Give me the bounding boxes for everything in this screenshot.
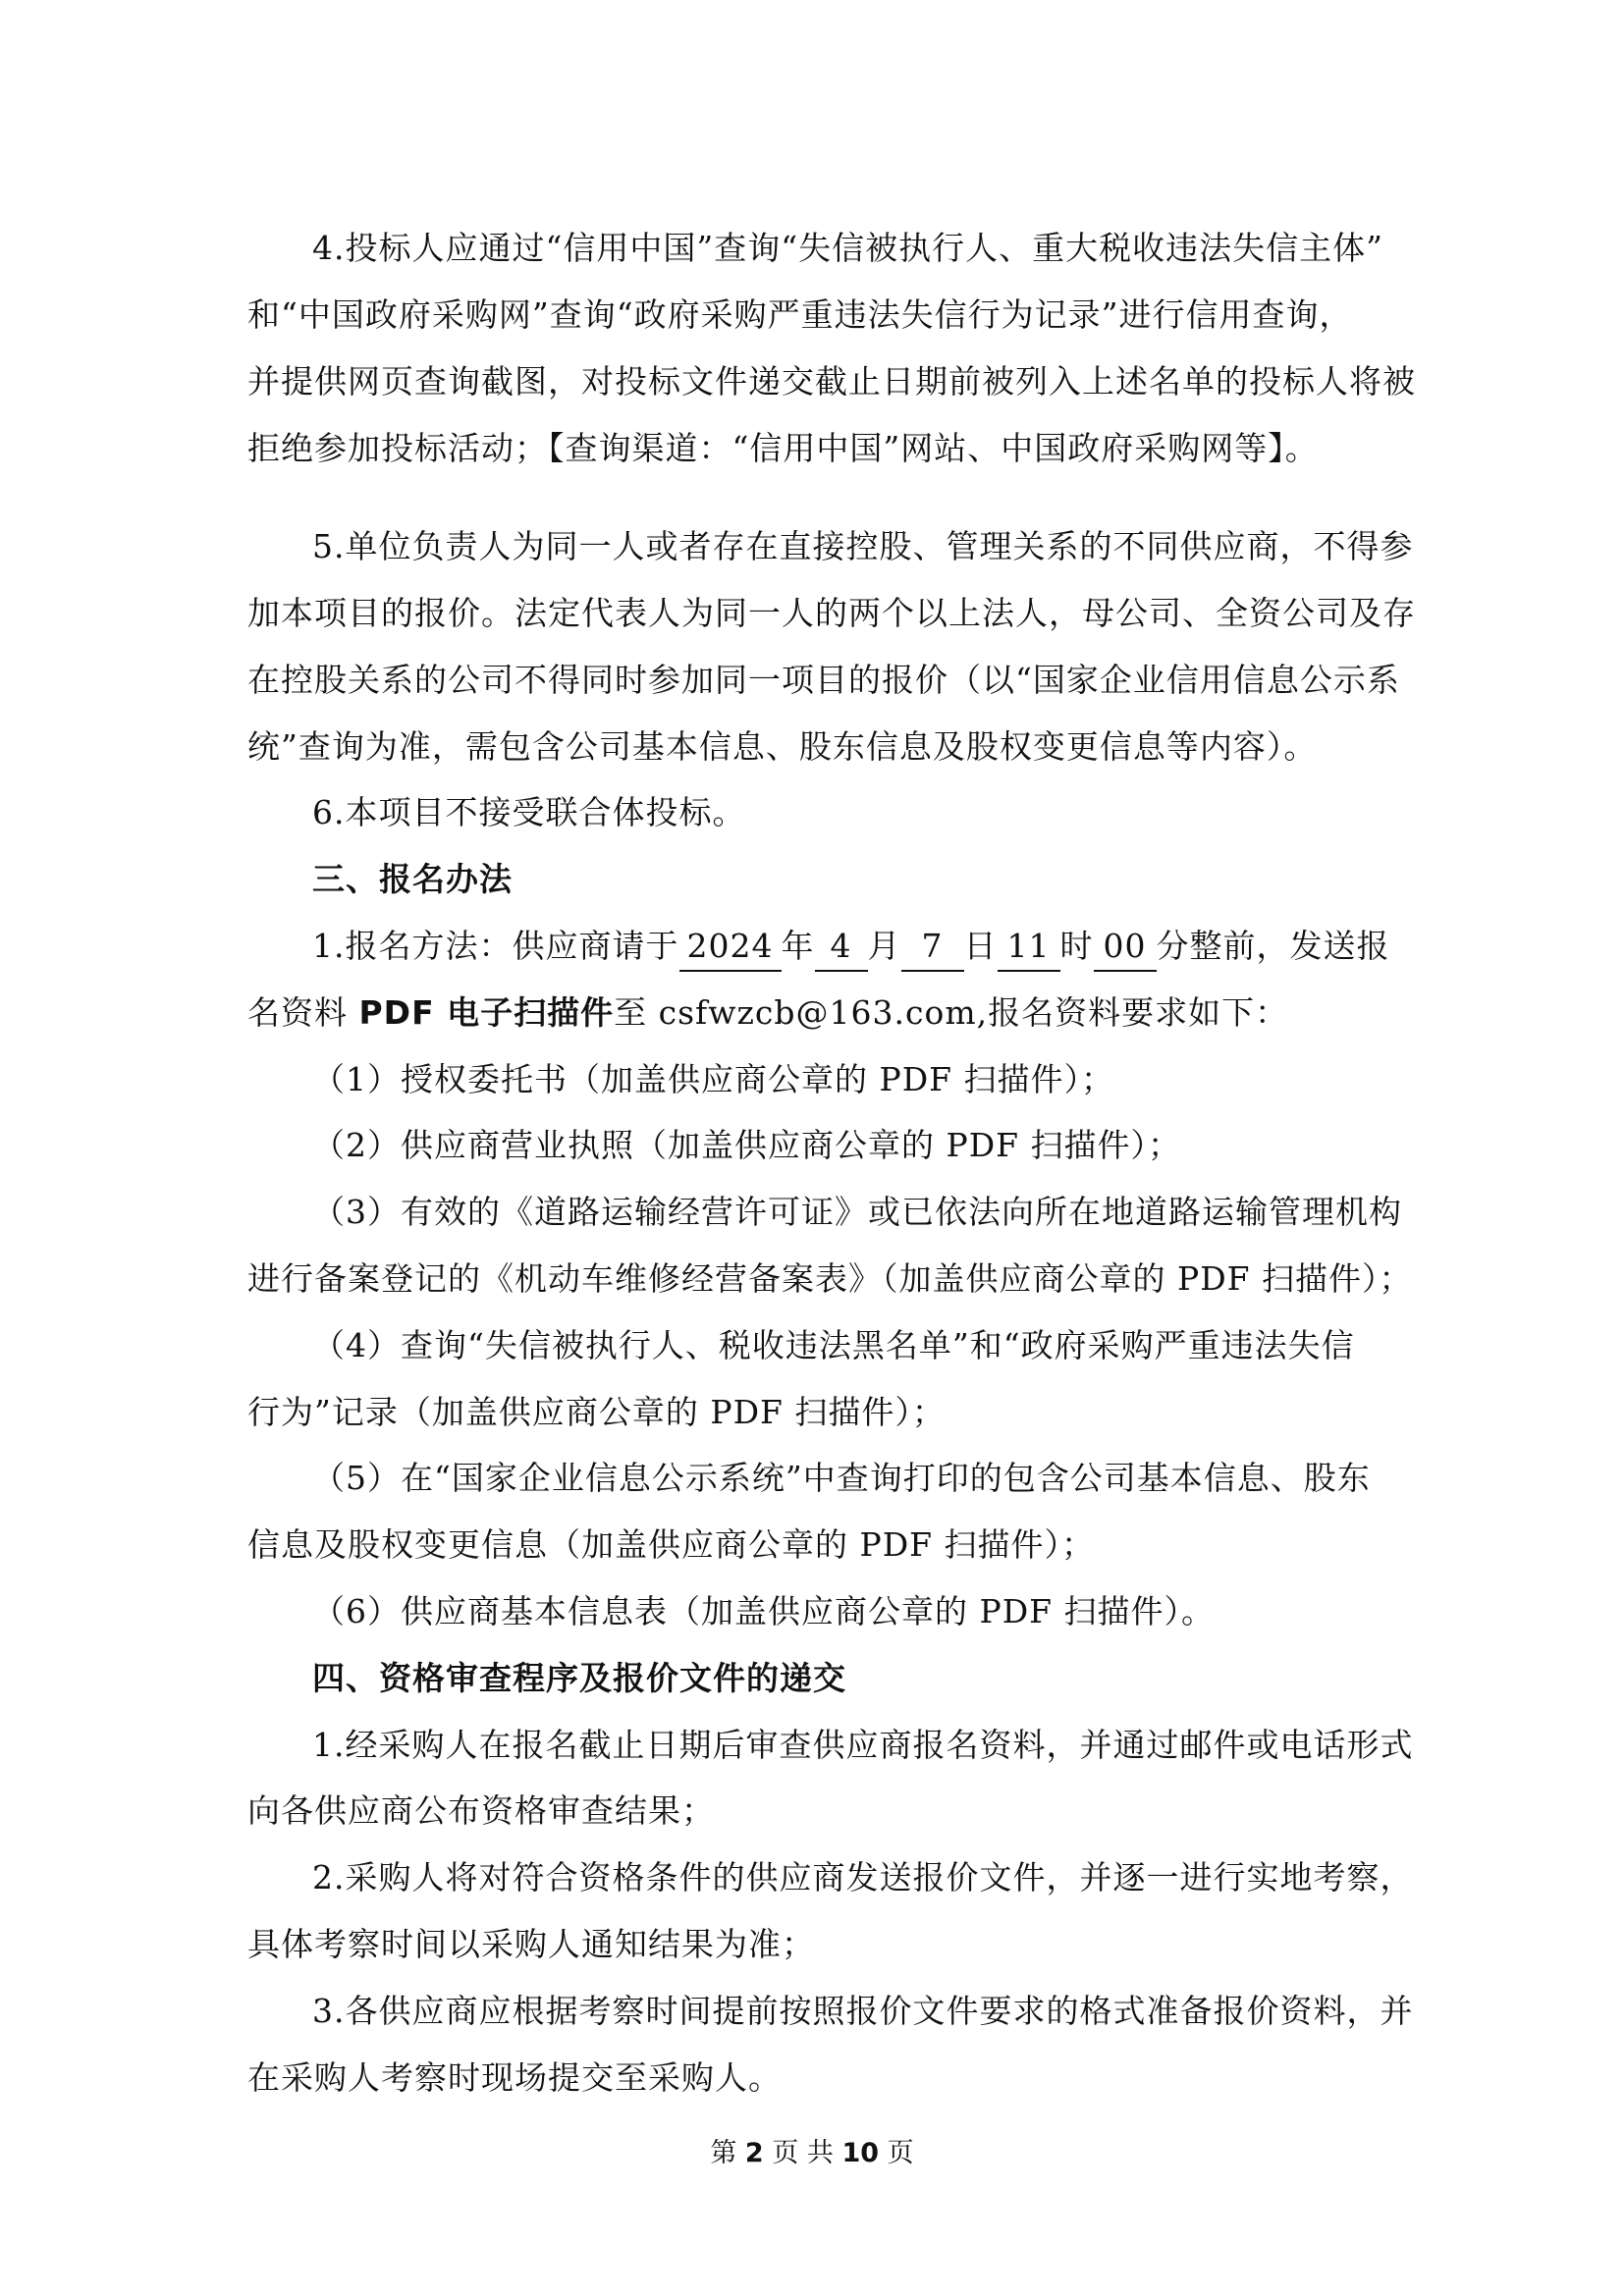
requirement-item-5-line-1: （5）在“国家企业信息公示系统”中查询打印的包含公司基本信息、股东 <box>312 1459 1371 1497</box>
month-unit: 月 <box>867 927 901 965</box>
p4-line-4: 拒绝参加投标活动；【查询渠道：“信用中国”网站、中国政府采购网等】。 <box>247 429 1319 467</box>
total-page-count: 10 <box>841 2138 880 2168</box>
p5-line-2: 加本项目的报价。法定代表人为同一人的两个以上法人，母公司、全资公司及存 <box>247 594 1416 632</box>
requirement-item-4-line-1: （4）查询“失信被执行人、税收违法黑名单”和“政府采购严重违法失信 <box>312 1326 1355 1364</box>
p4-line-3: 并提供网页查询截图，对投标文件递交截止日期前被列入上述名单的投标人将被 <box>247 362 1416 400</box>
method-l2-prefix: 名资料 <box>247 993 348 1032</box>
p6-line: 6.本项目不接受联合体投标。 <box>312 793 746 831</box>
page-footer <box>0 2136 1624 2171</box>
p4-line-2: 和“中国政府采购网”查询“政府采购严重违法失信行为记录”进行信用查询， <box>247 295 1353 334</box>
hour-unit: 时 <box>1059 927 1094 965</box>
procedure-1-line-2: 向各供应商公布资格审查结果； <box>247 1791 715 1830</box>
registration-email: csfwzcb@163.com <box>658 993 977 1032</box>
footer-prefix: 第 <box>710 2138 737 2168</box>
pdf-scan-emphasis: PDF 电子扫描件 <box>358 993 615 1032</box>
procedure-1-line-1: 1.经采购人在报名截止日期后审查供应商报名资料，并通过邮件或电话形式 <box>312 1726 1414 1764</box>
procedure-2-line-1: 2.采购人将对符合资格条件的供应商发送报价文件，并逐一进行实地考察， <box>312 1858 1414 1896</box>
registration-method-line-2 <box>247 989 1386 1037</box>
procedure-3-line-2: 在采购人考察时现场提交至采购人。 <box>247 2058 782 2097</box>
method-prefix: 1.报名方法：供应商请于 <box>312 927 679 965</box>
procedure-2-line-2: 具体考察时间以采购人通知结果为准； <box>247 1925 815 1963</box>
procedure-3-line-1: 3.各供应商应根据考察时间提前按照报价文件要求的格式准备报价资料，并 <box>312 1992 1414 2030</box>
year-unit: 年 <box>781 927 815 965</box>
requirement-item-5-line-2: 信息及股权变更信息（加盖供应商公章的 PDF 扫描件）； <box>247 1525 1096 1564</box>
section-4-heading: 四、资格审查程序及报价文件的递交 <box>312 1659 846 1697</box>
requirement-item-3-line-2: 进行备案登记的《机动车维修经营备案表》（加盖供应商公章的 PDF 扫描件）； <box>247 1259 1413 1298</box>
deadline-hour: 11 <box>998 923 1060 972</box>
deadline-day: 7 <box>901 923 964 972</box>
day-unit: 日 <box>963 927 998 965</box>
registration-method-line-1 <box>312 923 1390 972</box>
p5-line-3: 在控股关系的公司不得同时参加同一项目的报价（以“国家企业信用信息公示系 <box>247 661 1400 699</box>
deadline-month: 4 <box>815 923 868 972</box>
section-3-heading: 三、报名办法 <box>312 860 513 898</box>
current-page-number: 2 <box>744 2138 764 2168</box>
footer-mid: 页 共 <box>772 2138 834 2168</box>
requirement-item-1: （1）授权委托书（加盖供应商公章的 PDF 扫描件）； <box>312 1060 1115 1098</box>
p5-line-1: 5.单位负责人为同一人或者存在直接控股、管理关系的不同供应商，不得参 <box>312 527 1414 565</box>
method-suffix: 分整前，发送报 <box>1156 927 1390 965</box>
requirement-item-3-line-1: （3）有效的《道路运输经营许可证》或已依法向所在地道路运输管理机构 <box>312 1193 1402 1231</box>
p4-line-1: 4.投标人应通过“信用中国”查询“失信被执行人、重大税收违法失信主体” <box>312 229 1383 267</box>
footer-suffix: 页 <box>887 2138 914 2168</box>
requirement-item-2: （2）供应商营业执照（加盖供应商公章的 PDF 扫描件）； <box>312 1126 1182 1164</box>
method-l2-suffix: ,报名资料要求如下： <box>976 993 1289 1032</box>
deadline-minute: 00 <box>1094 923 1157 972</box>
deadline-year: 2024 <box>679 923 782 972</box>
requirement-item-6: （6）供应商基本信息表（加盖供应商公章的 PDF 扫描件）。 <box>312 1592 1216 1630</box>
requirement-item-4-line-2: 行为”记录（加盖供应商公章的 PDF 扫描件）； <box>247 1393 946 1431</box>
method-l2-mid: 至 <box>614 993 648 1032</box>
p5-line-4: 统”查询为准，需包含公司基本信息、股东信息及股权变更信息等内容）。 <box>247 727 1318 766</box>
